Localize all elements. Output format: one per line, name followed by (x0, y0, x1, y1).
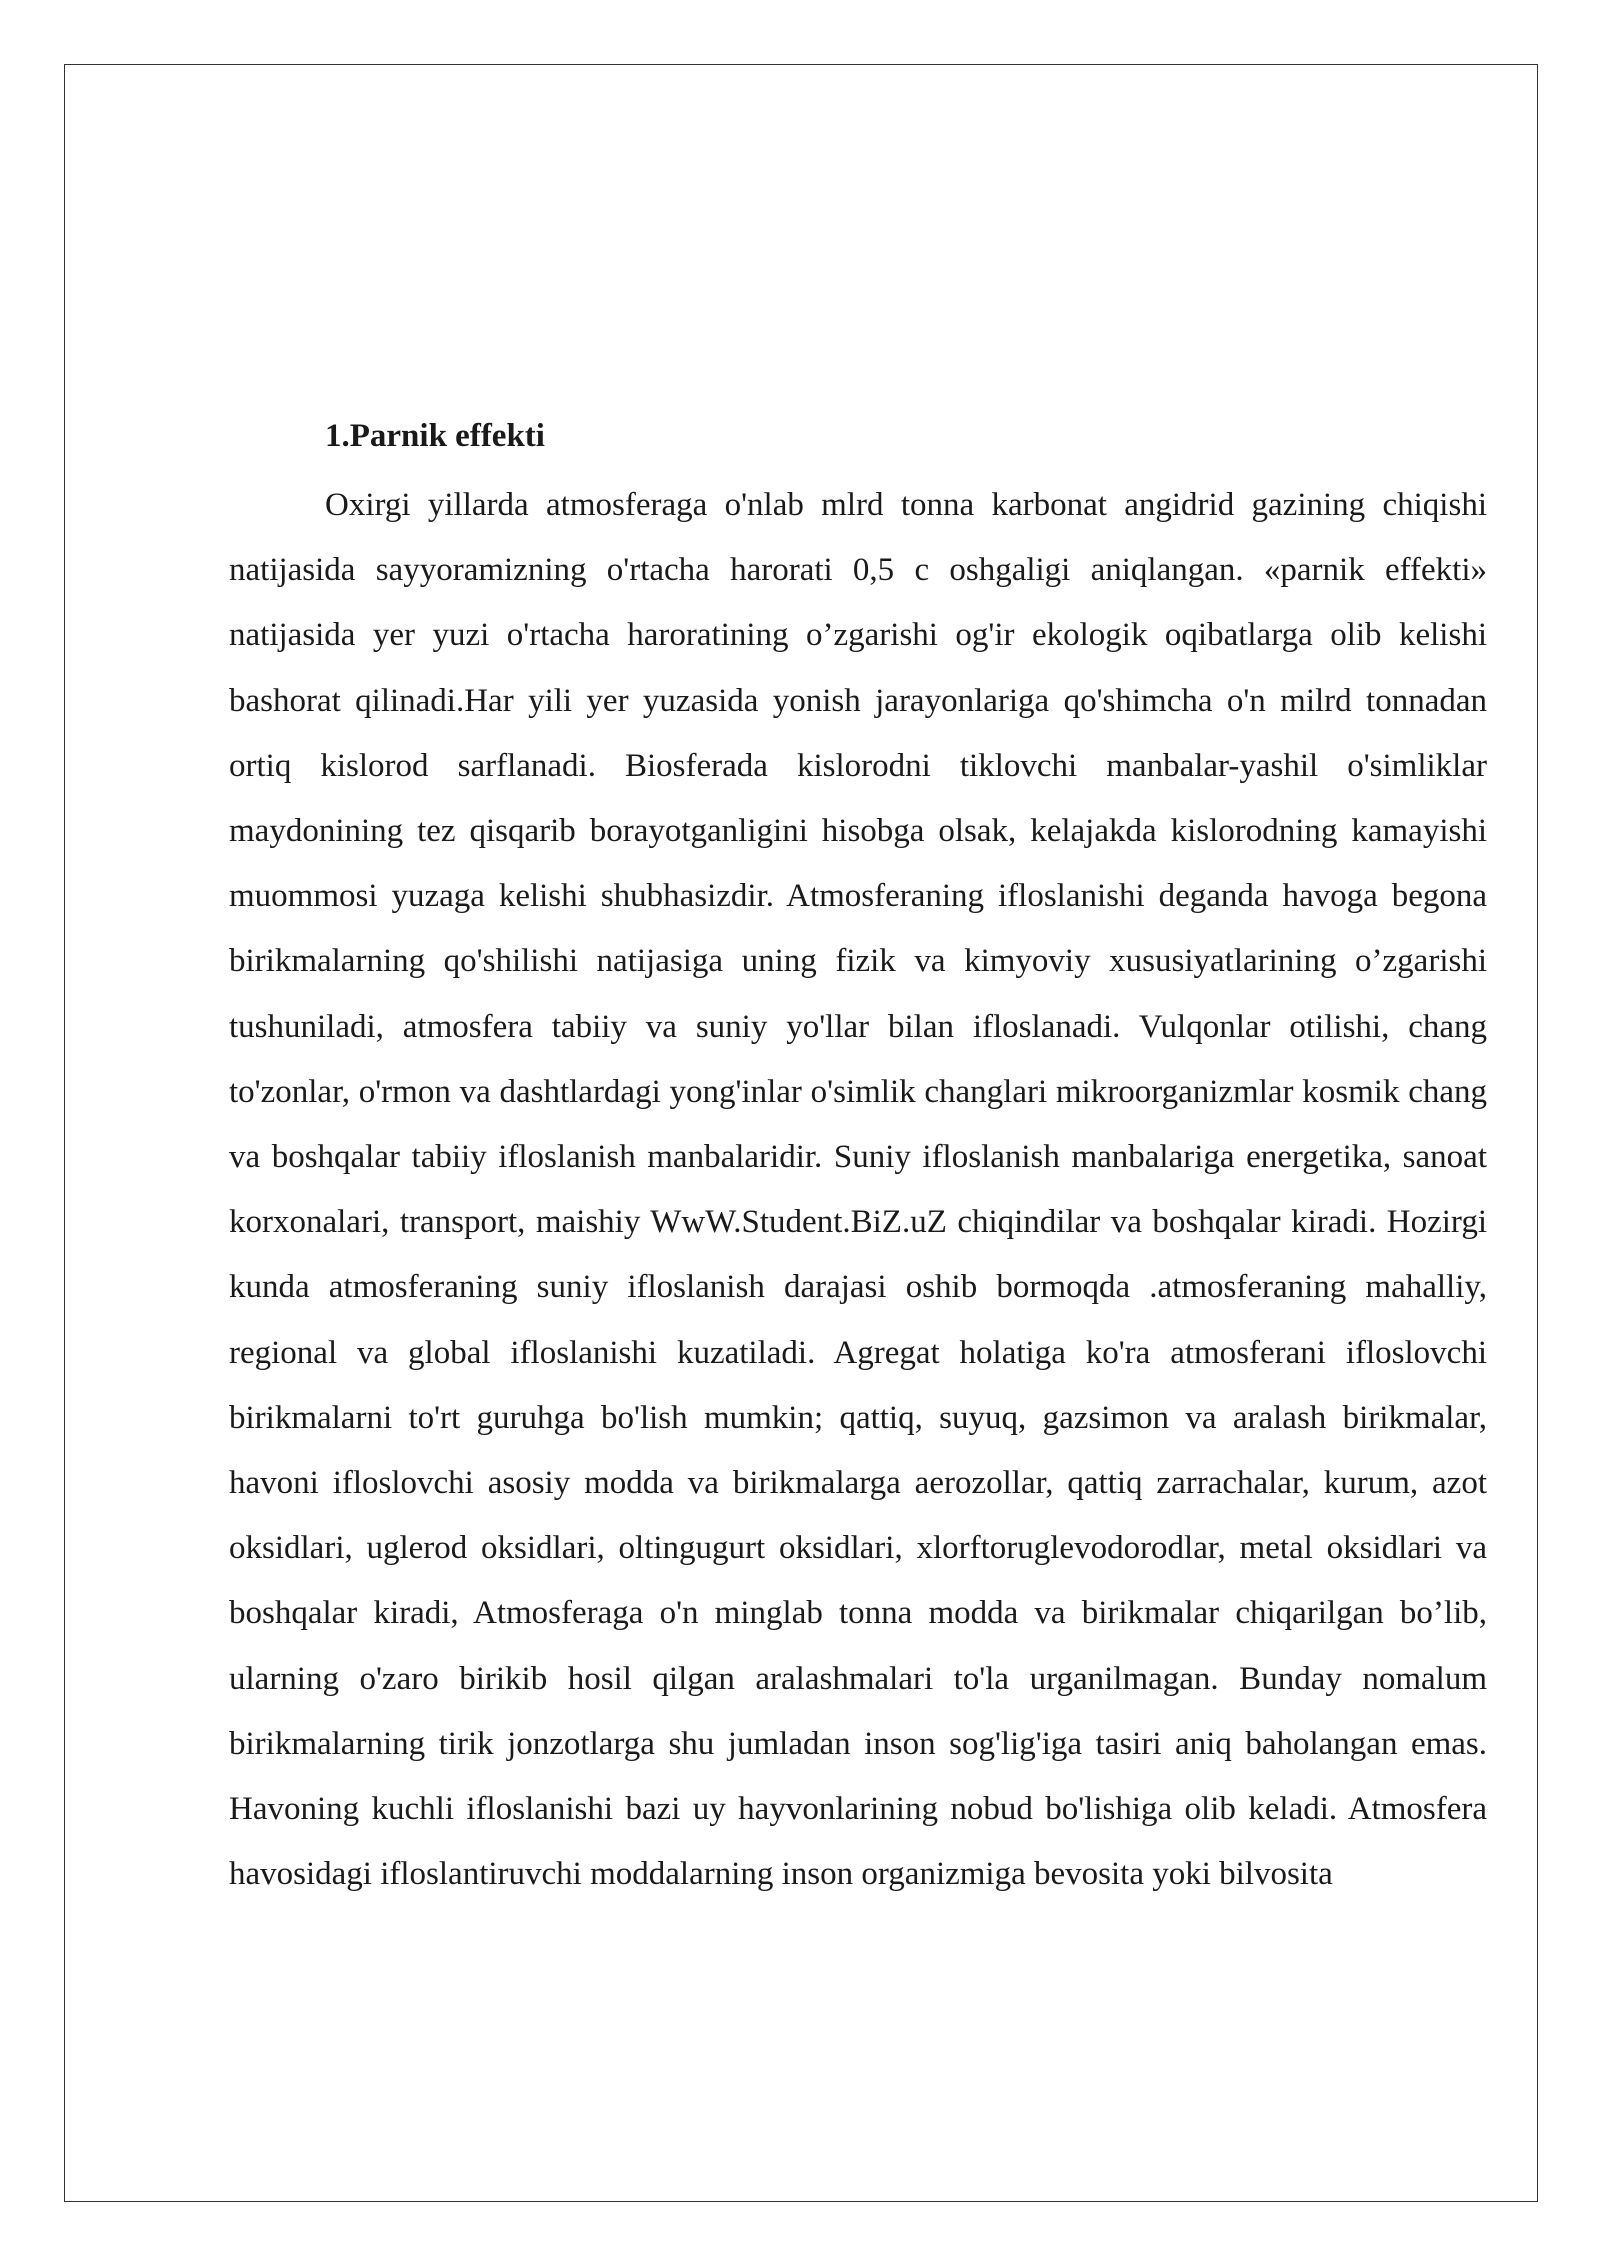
document-body (229, 408, 1487, 1907)
section-heading: 1.Parnik effekti (325, 418, 545, 454)
body-paragraph: Oxirgi yillarda atmosferaga o'nlab mlrd tonna karbonat angidrid gazining chiqishi natijasida sayyoramizning o'rtacha harorati 0,5 c oshgaligi aniqlangan. «parnik effekti» natijasida yer yuzi o'rtacha haroratining o’zgarishi og'ir ekologik oqibatlarga olib kelishi bashorat qilinadi.Har yili yer yuzasida yonish jarayonlariga qo'shimcha o'n milrd tonnadan ortiq kislorod sarflanadi. Biosferada kislorodni tiklovchi manbalar-yashil o'simliklar maydonining tez qisqarib borayotganligini hisobga olsak, kelajakda kislorodning kamayishi muommosi yuzaga kelishi shubhasizdir. Atmosferaning ifloslanishi deganda havoga begona birikmalarning qo'shilishi natijasiga uning fizik va kimyoviy xususiyatlarining o’zgarishi tushuniladi, atmosfera tabiiy va suniy yo'llar bilan ifloslanadi. Vulqonlar otilishi, chang to'zonlar, o'rmon va dashtlardagi yong'inlar o'simlik changlari mikroorganizmlar kosmik chang va boshqalar tabiiy ifloslanish manbalaridir. Suniy ifloslanish manbalariga energetika, sanoat korxonalari, transport, maishiy WwW.Student.BiZ.uZ chiqindilar va boshqalar kiradi. Hozirgi kunda atmosferaning suniy ifloslanish darajasi oshib bormoqda .atmosferaning mahalliy, regional va global ifloslanishi kuzatiladi. Agregat holatiga ko'ra atmosferani ifloslovchi birikmalarni to'rt guruhga bo'lish mumkin; qattiq, suyuq, gazsimon va aralash birikmalar, havoni ifloslovchi asosiy modda va birikmalarga aerozollar, qattiq zarrachalar, kurum, azot oksidlari, uglerod oksidlari, oltingugurt oksidlari, xlorftoruglevodorodlar, metal oksidlari va boshqalar kiradi, Atmosferaga o'n minglab tonna modda va birikmalar chiqarilgan bo’lib, ularning o'zaro birikib hosil qilgan aralashmalari to'la urganilmagan. Bunday nomalum birikmalarning tirik jonzotlarga shu jumladan inson sog'lig'iga tasiri aniq baholangan emas. Havoning kuchli ifloslanishi bazi uy hayvonlarining nobud bo'lishiga olib keladi. Atmosfera havosidagi ifloslantiruvchi moddalarning inson organizmiga bevosita yoki bilvosita (229, 487, 1487, 1893)
